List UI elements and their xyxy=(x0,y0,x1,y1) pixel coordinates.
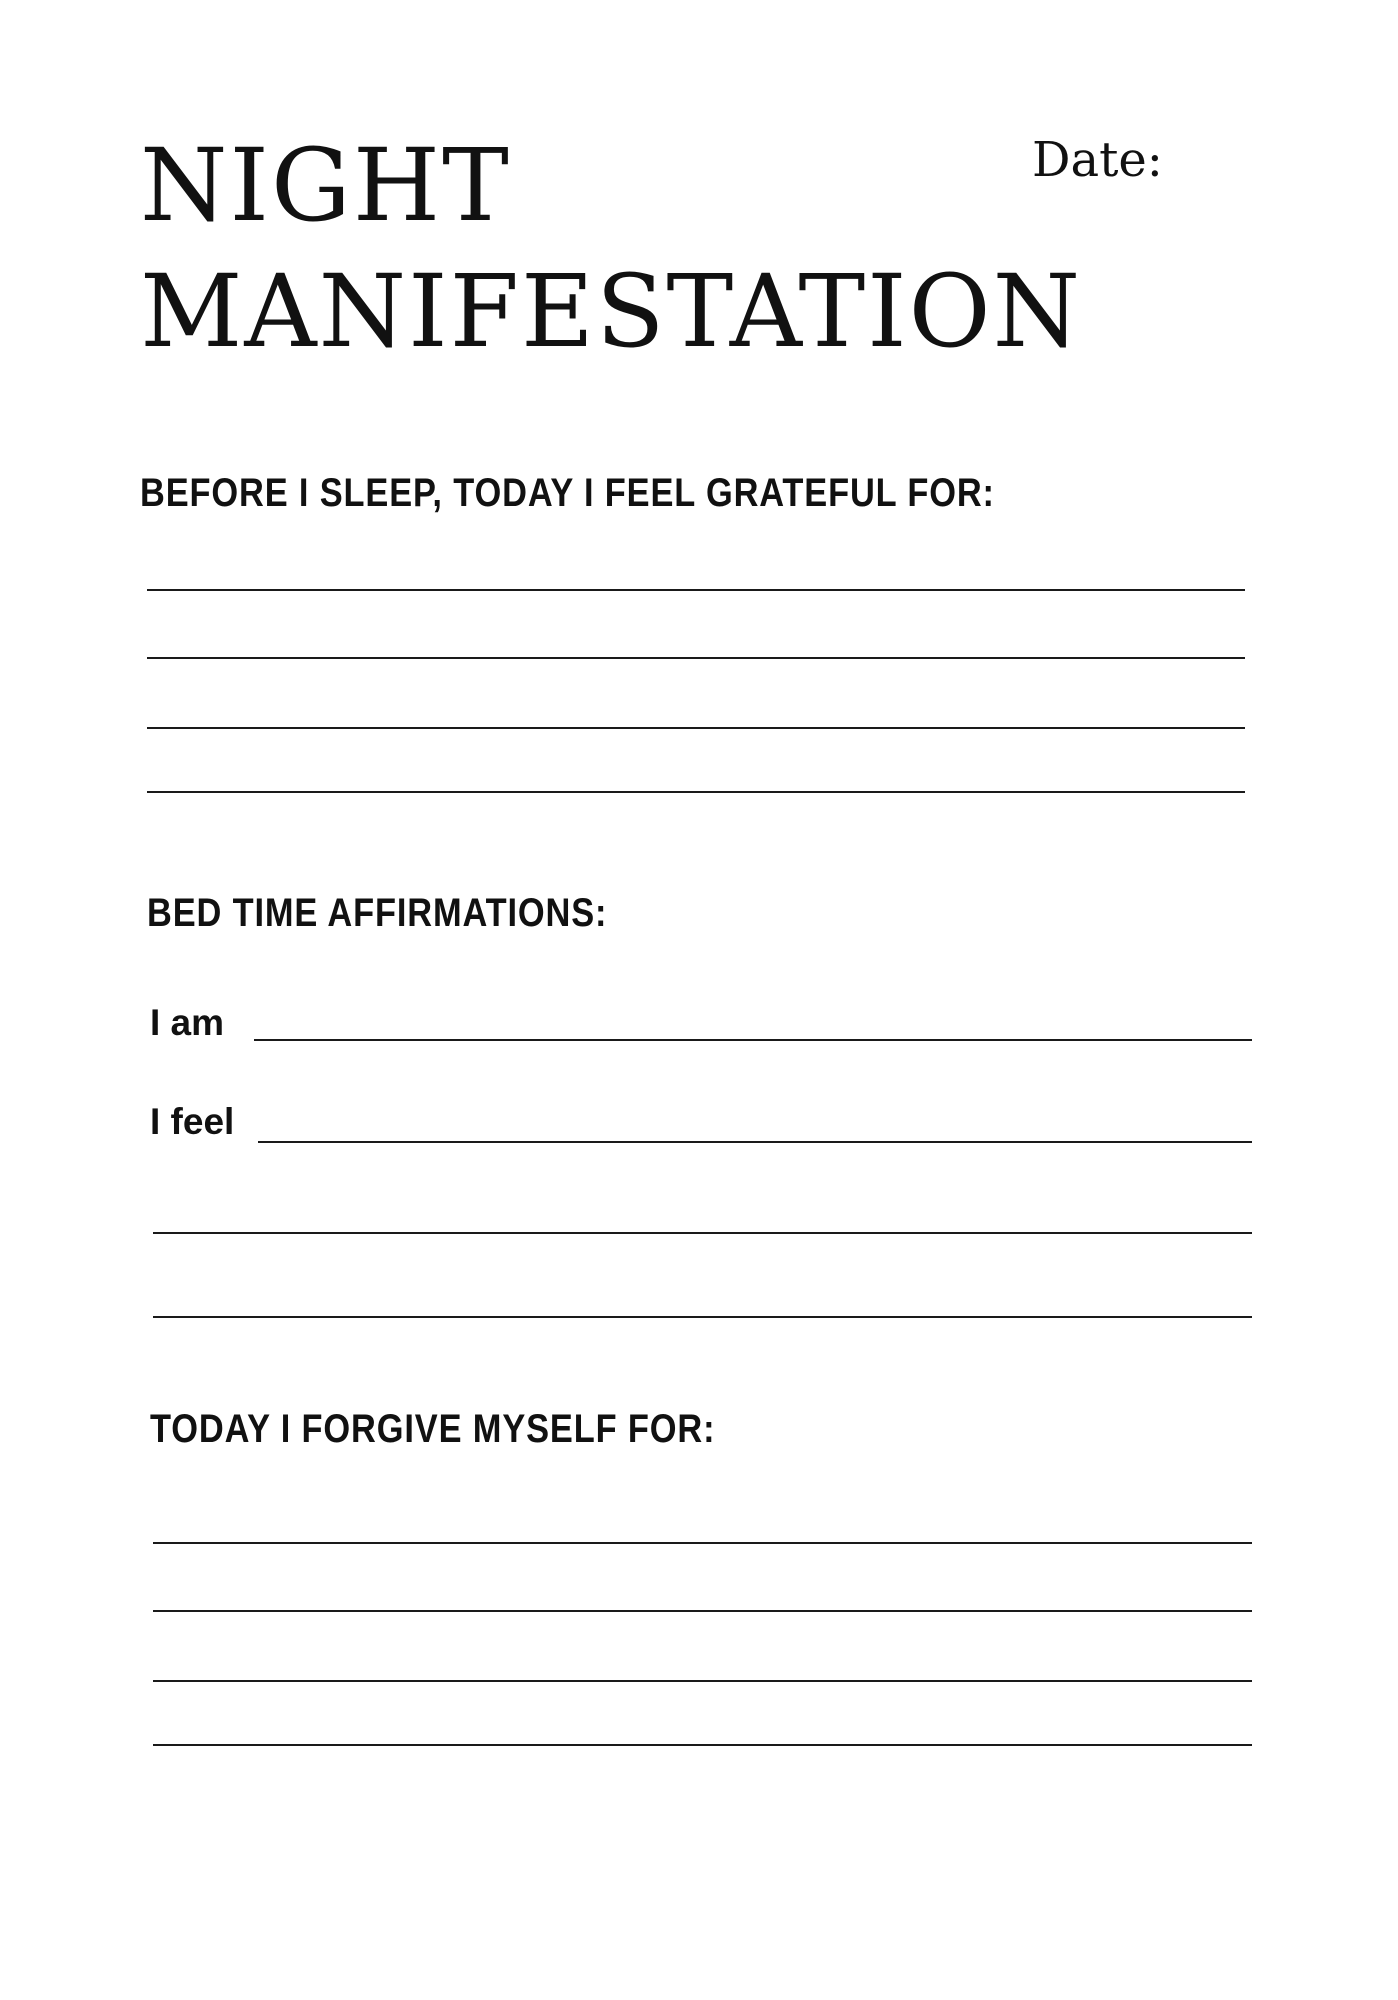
affirmation-line-2[interactable] xyxy=(153,1316,1252,1318)
forgiveness-heading: TODAY I FORGIVE MYSELF FOR: xyxy=(150,1407,716,1451)
forgiveness-line-3[interactable] xyxy=(153,1680,1252,1682)
gratitude-heading: BEFORE I SLEEP, TODAY I FEEL GRATEFUL FOR: xyxy=(140,471,995,515)
i-feel-answer-line[interactable] xyxy=(258,1141,1252,1143)
forgiveness-line-1[interactable] xyxy=(153,1542,1252,1544)
forgiveness-line-2[interactable] xyxy=(153,1610,1252,1612)
page-title-line-2: MANIFESTATION xyxy=(140,253,1083,370)
page-title-line-1: NIGHT xyxy=(140,127,511,244)
affirmations-heading: BED TIME AFFIRMATIONS: xyxy=(147,891,608,935)
i-am-answer-line[interactable] xyxy=(254,1039,1252,1041)
gratitude-line-4[interactable] xyxy=(147,791,1245,793)
gratitude-line-2[interactable] xyxy=(147,657,1245,659)
gratitude-line-3[interactable] xyxy=(147,727,1245,729)
date-label: Date: xyxy=(1032,132,1163,188)
affirmation-line-1[interactable] xyxy=(153,1232,1252,1234)
i-am-prompt: I am xyxy=(150,1002,225,1043)
i-feel-prompt: I feel xyxy=(150,1101,235,1142)
gratitude-line-1[interactable] xyxy=(147,589,1245,591)
forgiveness-line-4[interactable] xyxy=(153,1744,1252,1746)
